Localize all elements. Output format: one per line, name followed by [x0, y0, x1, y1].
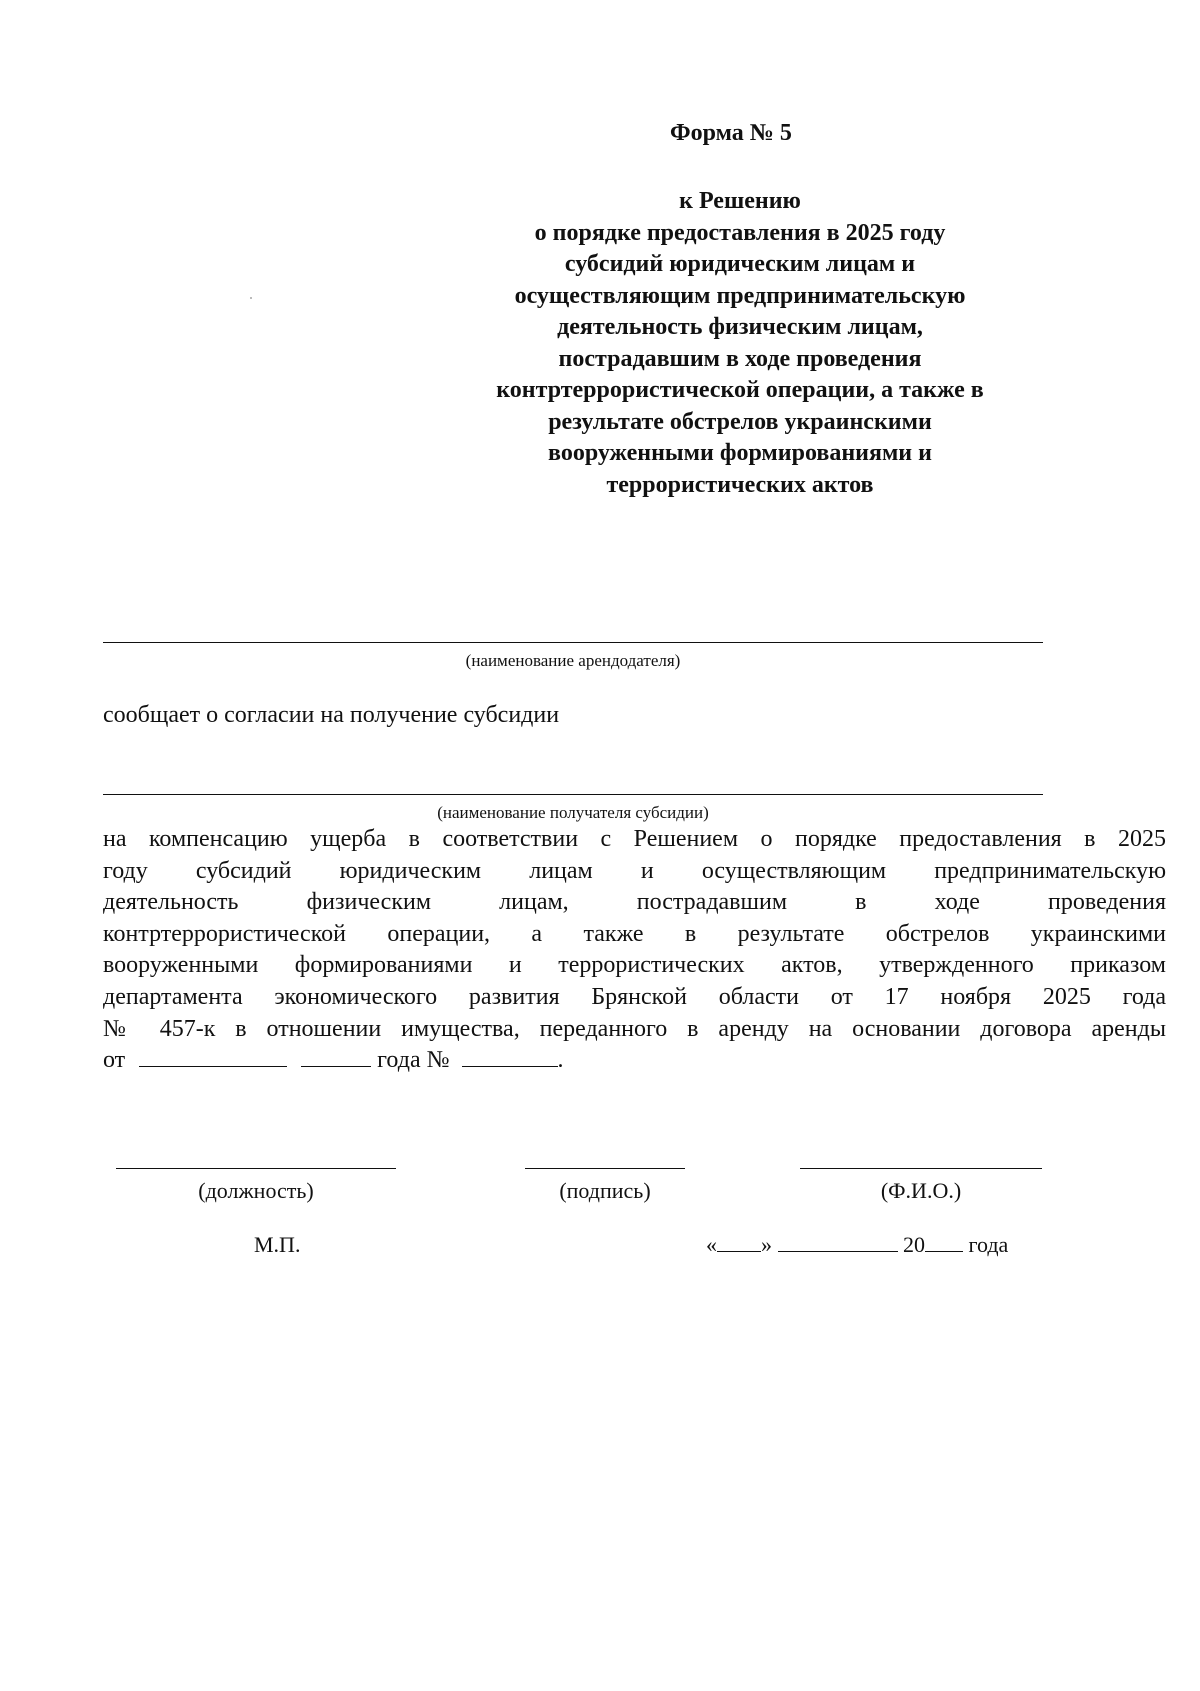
heading-line: к Решению	[679, 188, 801, 214]
contract-year-field[interactable]	[301, 1046, 371, 1067]
signing-year-field[interactable]	[925, 1233, 963, 1252]
heading-line: деятельность физическим лицам,	[557, 314, 923, 340]
heading-line: осуществляющим предпринимательскую	[514, 282, 966, 309]
full-name-caption: (Ф.И.О.)	[880, 1178, 962, 1203]
year-word: года	[968, 1232, 1009, 1257]
heading-line: о порядке предоставления в 2025 году	[534, 219, 946, 246]
decision-reference-heading	[430, 186, 1050, 501]
heading-line: пострадавшим в ходе проведения	[558, 345, 922, 372]
body-paragraph	[103, 824, 1166, 1077]
position-caption: (должность)	[198, 1178, 314, 1203]
body-line: № 457-к в отношении имущества, переданного в аренду на основании договора аренды	[103, 1015, 1166, 1042]
recipient-name-line[interactable]	[103, 794, 1043, 795]
signing-month-field[interactable]	[778, 1233, 898, 1252]
body-line: контртеррористической операции, а также в результате обстрелов украинскими	[103, 920, 1166, 947]
contract-number-field[interactable]	[462, 1046, 558, 1067]
body-line: году субсидий юридическим лицам и осуществляющим предпринимательскую	[103, 857, 1166, 884]
contract-date-line	[103, 1045, 1166, 1077]
body-line: деятельность физическим лицам, пострадавшим в ходе проведения	[103, 889, 1166, 916]
contract-from-label: от	[103, 1047, 126, 1074]
quote-open: «	[706, 1232, 717, 1257]
signature-caption: (подпись)	[559, 1178, 651, 1203]
signing-day-field[interactable]	[717, 1233, 761, 1252]
heading-line: субсидий юридическим лицам и	[564, 251, 916, 277]
stamp-place-label: М.П.	[254, 1232, 301, 1257]
body-line: на компенсацию ущерба в соответствии с Решением о порядке предоставления в 2025	[103, 826, 1166, 852]
heading-line: террористических актов	[606, 471, 874, 498]
signing-date-line	[706, 1232, 1008, 1258]
heading-line: вооруженными формированиями и	[548, 440, 932, 466]
contract-period: .	[557, 1047, 564, 1074]
full-name-line[interactable]	[800, 1168, 1042, 1169]
quote-close: »	[761, 1232, 772, 1257]
heading-line: результате обстрелов украинскими	[548, 408, 932, 435]
body-line: департамента экономического развития Брянской области от 17 ноября 2025 года	[103, 983, 1166, 1010]
signature-line[interactable]	[525, 1168, 685, 1169]
recipient-caption: (наименование получателя субсидии)	[437, 803, 709, 822]
form-title: Форма № 5	[670, 120, 792, 146]
century-prefix: 20	[903, 1232, 925, 1257]
heading-line: контртеррористической операции, а также в	[496, 377, 984, 403]
scan-speck	[250, 297, 252, 299]
contract-year-number-label: года №	[377, 1047, 450, 1074]
landlord-caption: (наименование арендодателя)	[465, 651, 681, 670]
contract-day-month-field[interactable]	[139, 1046, 287, 1067]
position-signature-line[interactable]	[116, 1168, 396, 1169]
body-line: вооруженными формированиями и террористических актов, утвержденного приказом	[103, 952, 1166, 979]
consent-statement: сообщает о согласии на получение субсидии	[103, 702, 560, 728]
landlord-name-line[interactable]	[103, 642, 1043, 643]
